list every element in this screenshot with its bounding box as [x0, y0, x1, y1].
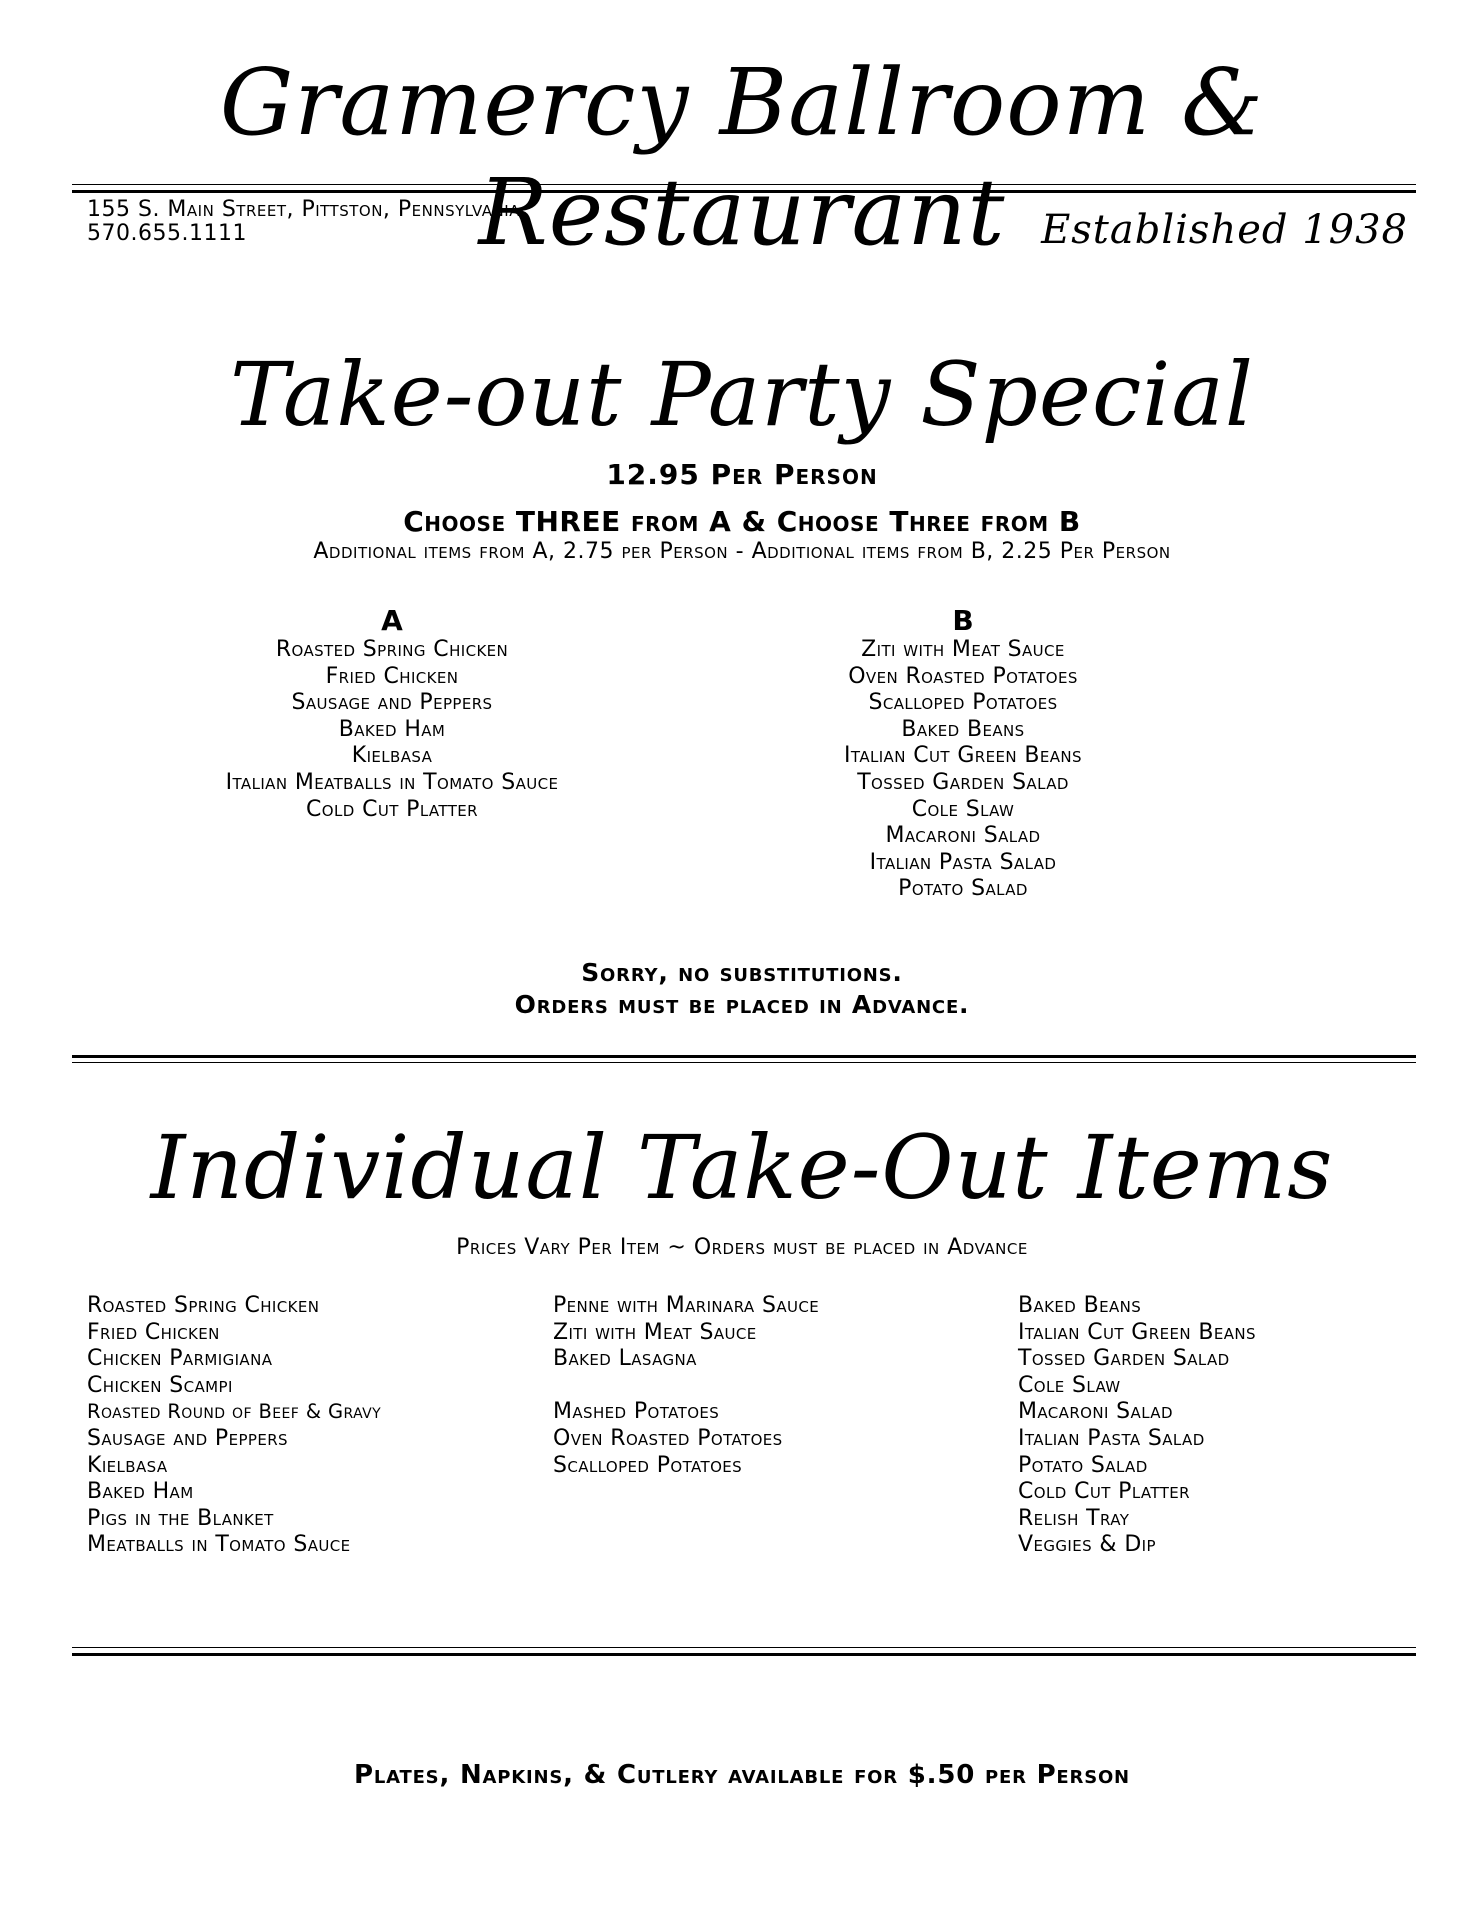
party-price: 12.95 Per Person — [606, 458, 878, 491]
individual-column-1 — [87, 1293, 381, 1559]
list-item: Baked Beans — [901, 716, 1025, 742]
footer-divider-top — [72, 1647, 1416, 1648]
section-divider-top — [72, 1055, 1416, 1058]
list-item: Veggies & Dip — [1018, 1532, 1156, 1558]
list-item: Relish Tray — [1018, 1505, 1130, 1531]
list-item: Potato Salad — [898, 876, 1028, 902]
menu-column-a — [112, 605, 672, 823]
list-item: Cold Cut Platter — [1018, 1479, 1190, 1505]
established-date: Established 1938 — [1041, 207, 1408, 253]
list-item: Chicken Scampi — [87, 1372, 233, 1398]
choose-instructions: Choose THREE from A & Choose Three from B — [403, 505, 1081, 538]
individual-items-title: Individual Take-Out Items — [150, 1116, 1334, 1219]
party-special-title: Take-out Party Special — [229, 343, 1255, 446]
list-item: Roasted Spring Chicken — [275, 637, 509, 662]
column-b-heading: B — [952, 604, 974, 637]
list-item: Chicken Parmigiana — [87, 1346, 273, 1372]
list-item: Pigs in the Blanket — [87, 1505, 274, 1531]
list-item: Ziti with Meat Sauce — [861, 637, 1065, 662]
list-item: Baked Ham — [87, 1479, 194, 1505]
list-item: Tossed Garden Salad — [1018, 1346, 1230, 1372]
footer-divider-bottom — [72, 1653, 1416, 1656]
advance-order-notice: Orders must be placed in Advance. — [514, 990, 970, 1019]
list-spacer — [553, 1373, 819, 1400]
list-item: Sausage and Peppers — [291, 690, 493, 716]
address-block — [87, 198, 520, 246]
list-item: Kielbasa — [87, 1452, 168, 1478]
list-item: Oven Roasted Potatoes — [553, 1425, 783, 1451]
no-substitutions-notice: Sorry, no substitutions. — [581, 958, 903, 987]
street-address: 155 S. Main Street, Pittston, Pennsylvania — [87, 197, 520, 222]
section-divider-bottom — [72, 1062, 1416, 1063]
list-item: Fried Chicken — [325, 663, 459, 689]
list-item: Cold Cut Platter — [306, 796, 478, 822]
list-item: Italian Cut Green Beans — [1018, 1319, 1256, 1345]
list-item: Macaroni Salad — [1018, 1399, 1173, 1425]
additional-pricing: Additional items from A, 2.75 per Person - Additional items from B, 2.25 Per Person — [313, 539, 1171, 564]
list-item: Scalloped Potatoes — [868, 690, 1058, 716]
list-item: Baked Beans — [1018, 1293, 1142, 1318]
list-item: Potato Salad — [1018, 1452, 1148, 1478]
restaurant-name: Gramercy Ballroom & Restaurant — [219, 49, 1265, 266]
list-item: Macaroni Salad — [885, 823, 1041, 849]
list-item: Kielbasa — [351, 743, 433, 769]
phone-number: 570.655.1111 — [87, 221, 247, 246]
list-item: Roasted Round of Beef & Gravy — [87, 1400, 382, 1424]
list-item: Meatballs in Tomato Sauce — [87, 1532, 351, 1558]
menu-column-b — [683, 605, 1243, 903]
individual-column-2 — [553, 1293, 819, 1479]
cutlery-notice: Plates, Napkins, & Cutlery available for $.50 per Person — [354, 1760, 1130, 1790]
list-item: Italian Pasta Salad — [869, 849, 1057, 875]
list-item: Ziti with Meat Sauce — [553, 1319, 757, 1345]
list-item: Roasted Spring Chicken — [87, 1293, 320, 1318]
list-item: Oven Roasted Potatoes — [848, 663, 1078, 689]
list-item: Baked Ham — [338, 716, 446, 742]
individual-items-subtitle: Prices Vary Per Item ~ Orders must be placed in Advance — [456, 1235, 1028, 1260]
list-item: Baked Lasagna — [553, 1346, 697, 1372]
individual-column-3 — [1018, 1293, 1256, 1559]
header-rule-bottom — [72, 190, 1416, 193]
list-item: Cole Slaw — [1018, 1372, 1121, 1398]
list-item: Penne with Marinara Sauce — [553, 1293, 820, 1318]
list-item: Cole Slaw — [911, 796, 1015, 822]
list-item: Tossed Garden Salad — [857, 769, 1069, 795]
list-item: Fried Chicken — [87, 1319, 220, 1345]
header-rule-top — [72, 184, 1416, 185]
list-item: Italian Cut Green Beans — [844, 743, 1082, 769]
list-item: Scalloped Potatoes — [553, 1452, 743, 1478]
list-item: Italian Pasta Salad — [1018, 1425, 1205, 1451]
list-item: Italian Meatballs in Tomato Sauce — [225, 769, 559, 795]
list-item: Sausage and Peppers — [87, 1425, 288, 1451]
column-a-heading: A — [381, 604, 403, 637]
list-item: Mashed Potatoes — [553, 1399, 720, 1425]
